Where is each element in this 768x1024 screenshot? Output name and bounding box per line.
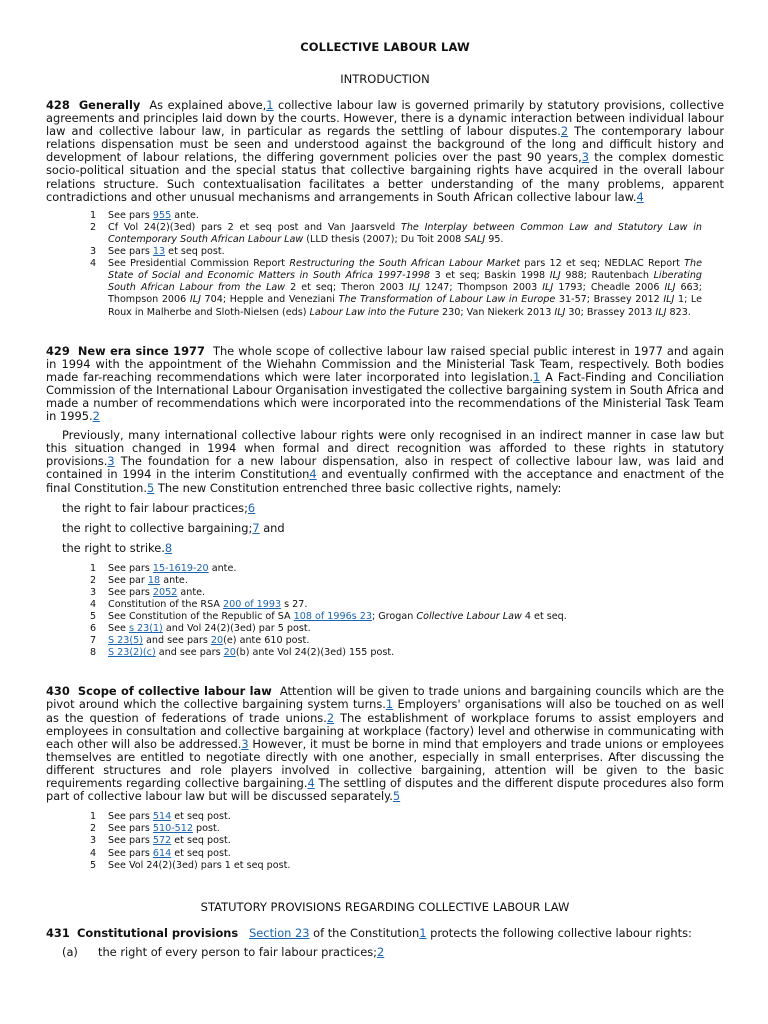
- footnotes-428: [90, 210, 702, 319]
- footnote-link[interactable]: S 23(5): [108, 635, 143, 647]
- para-heading: Scope of collective labour law: [77, 684, 272, 699]
- section-heading-statutory: STATUTORY PROVISIONS REGARDING COLLECTIVE LABOUR LAW: [200, 899, 570, 914]
- footnote-ref-3[interactable]: 3: [581, 150, 589, 165]
- footnote-link[interactable]: 955: [152, 209, 172, 221]
- footnote-item: 6 See s 23(1) and Vol 24(2)(3ed) par 5 post.: [90, 623, 311, 635]
- paragraph-431: 431 Constitutional provisions Section 23 of the Constitution1 protects the following collective labour rights:: [46, 925, 692, 940]
- footnote-item: 1 See pars 15-1619-20 ante.: [90, 562, 237, 574]
- footnote-link[interactable]: 20: [210, 635, 224, 647]
- footnote-item: 2 Cf Vol 24(2)(3ed) pars 2 et seq post and Van Jaarsveld The Interplay between Common Law and Statutory Law in Contemporary South African Labour Law (LLD thesis (2007); Du Toit 2008 SALJ 95.: [90, 221, 702, 245]
- paragraph-428: 428 Generally As explained above,1 collective labour law is governed primarily by statutory provisions, collective agreements and principles laid down by the courts. However, there is a dynamic interaction between individual labour law and collective labour law, in particular as regards the settling of labour disputes.2 The contemporary labour relations dispensation must be seen and understood against the background of the long and difficult history and development of labour relations, the differing government policies over the past 90 years,3 the complex domestic socio-political situation and the special status that collective bargaining rights have acquired in the overall labour relations structure. Such contextualisation facilitates a better understanding of the many problems, apparent contradictions and other unusual mechanisms and arrangements in South African collective labour law.4: [46, 98, 725, 204]
- footnote-item: 1 See pars 955 ante.: [90, 209, 199, 221]
- footnote-link[interactable]: 15-1619-20: [152, 562, 209, 574]
- paragraph-429: 429 New era since 1977 The whole scope of collective labour law raised special public interest in 1977 and again in 1994 with the appointment of the Wiehahn Commission and the Ministerial Task Team, respectively. Both bodies made far-reaching recommendations which were later incorporated into legislation.1 A Fact-Finding and Conciliation Commission of the International Labour Organisation investigated the collective bargaining system in South Africa and made a number of recommendations which were incorporated into the recommendations of the Ministerial Task Team in 1995.2: [46, 343, 724, 424]
- footnote-link[interactable]: 514: [152, 811, 172, 823]
- footnote-link[interactable]: S 23(2)(c): [108, 647, 156, 659]
- footnotes-430: [90, 811, 702, 871]
- footnote-link[interactable]: 572: [152, 835, 172, 847]
- section-heading-introduction: INTRODUCTION: [340, 72, 430, 86]
- document-page: [46, 0, 724, 959]
- para-number: 429: [46, 343, 70, 358]
- footnote-ref-1[interactable]: 1: [533, 369, 541, 384]
- footnote-item: 3 See pars 13 et seq post.: [90, 246, 225, 258]
- footnote-ref-3[interactable]: 3: [107, 454, 115, 469]
- footnote-ref-2[interactable]: 2: [560, 124, 569, 139]
- footnote-item: 2 See par 18 ante.: [90, 574, 188, 586]
- footnote-link[interactable]: 2052: [152, 586, 178, 598]
- footnote-link[interactable]: s 23(1): [128, 623, 163, 635]
- paragraph-429-cont: Previously, many international collective labour rights were only recognised in an indirect manner in case law but this situation changed in 1994 when formal and direct recognition was afforded to these rights in statutory provisions.3 The foundation for a new labour dispensation, also in respect of collective labour law, was laid and contained in 1994 in the interim Constitution4 and eventually confirmed with the acceptance and enactment of the final Constitution.5 The new Constitution entrenched three basic collective rights, namely:: [46, 428, 724, 495]
- footnote-item: 1 See pars 514 et seq post.: [90, 811, 231, 823]
- footnote-item: 3 See pars 2052 ante.: [90, 586, 206, 598]
- page-title: COLLECTIVE LABOUR LAW: [300, 40, 470, 54]
- list-item: (a) the right of every person to fair labour practices;2: [62, 944, 385, 959]
- footnote-item: 5 See Constitution of the Republic of SA 108 of 1996s 23; Grogan Collective Labour Law 4 et seq.: [90, 611, 567, 622]
- footnote-ref-1[interactable]: 1: [266, 98, 274, 112]
- footnote-ref-2[interactable]: 2: [376, 944, 385, 959]
- footnote-ref-6[interactable]: 6: [247, 500, 256, 515]
- para-heading: Generally: [78, 98, 141, 112]
- footnote-link[interactable]: 200 of 1993: [222, 598, 282, 610]
- footnote-link[interactable]: 510-512: [152, 823, 193, 835]
- footnote-item: 7 S 23(5) and see pars 20(e) ante 610 post.: [90, 635, 310, 647]
- para-number: 428: [46, 98, 70, 112]
- footnote-link[interactable]: 20: [223, 647, 236, 659]
- para-number: 430: [46, 684, 70, 699]
- footnote-ref-5[interactable]: 5: [147, 480, 155, 495]
- footnote-ref-4[interactable]: 4: [309, 467, 317, 482]
- footnote-item: 4 See pars 614 et seq post.: [90, 847, 231, 859]
- para-number: 431: [46, 925, 70, 940]
- footnote-link[interactable]: 614: [152, 847, 172, 859]
- footnote-link[interactable]: 13: [152, 246, 166, 258]
- footnote-ref-4[interactable]: 4: [307, 776, 315, 791]
- footnote-ref-3[interactable]: 3: [241, 736, 249, 751]
- footnote-ref-1[interactable]: 1: [419, 925, 427, 940]
- footnote-ref-7[interactable]: 7: [252, 520, 260, 535]
- para-heading: New era since 1977: [77, 343, 205, 358]
- footnote-item: 3 See pars 572 et seq post.: [90, 835, 231, 847]
- footnote-ref-2[interactable]: 2: [92, 409, 100, 424]
- paragraph-430: 430 Scope of collective labour law Attention will be given to trade unions and bargaining councils which are the pivot around which the collective bargaining system turns.1 Employers' organisations will also be touched on as well as the question of federations of trade unions.2 The establishment of workplace forums to assist employers and employees in consultation and collective bargaining at workplace (factory) level and otherwise in communicating with each other will also be addressed.3 However, it must be borne in mind that employers and trade unions or employees themselves are entitled to negotiate directly with one another, especially in small enterprises. After discussing the different structures and role players involved in collective bargaining, attention will be given to the basic requirements regarding collective bargaining.4 The settling of disputes and the different dispute procedures also form part of collective labour law but will be discussed separately.5: [46, 684, 725, 804]
- list-item: the right to fair labour practices;6: [62, 500, 256, 515]
- footnote-item: 8 S 23(2)(c) and see pars 20(b) ante Vol 24(2)(3ed) 155 post.: [90, 647, 395, 659]
- footnote-ref-4[interactable]: 4: [636, 189, 644, 204]
- section-23-link[interactable]: Section 23: [249, 925, 310, 940]
- footnote-item: 4 See Presidential Commission Report Restructuring the South African Labour Market pars 12 et seq; NEDLAC Report The State of Social and Economic Matters in South Africa 1997-1998 3 et seq; Baskin 1998 ILJ 988; Rautenbach Liberating South African Labour from the Law 2 et seq; Theron 2003 ILJ 1247; Thompson 2003 ILJ 1793; Cheadle 2006 ILJ 663; Thompson 2006 ILJ 704; Hepple and Veneziani The Transformation of Labour Law in Europe 31-57; Brassey 2012 ILJ 1; Le Roux in Malherbe and Sloth-Nielsen (eds) Labour Law into the Future 230; Van Niekerk 2013 ILJ 30; Brassey 2013 ILJ 823.: [90, 258, 703, 318]
- footnote-link[interactable]: 108 of 1996s 23: [293, 611, 372, 622]
- list-item: the right to strike.8: [62, 540, 173, 555]
- list-item: the right to collective bargaining;7 and: [62, 520, 285, 535]
- footnote-ref-2[interactable]: 2: [326, 710, 335, 725]
- footnote-item: 4 Constitution of the RSA 200 of 1993 s 27.: [90, 598, 308, 610]
- footnote-ref-5[interactable]: 5: [392, 789, 401, 804]
- footnote-ref-8[interactable]: 8: [164, 540, 173, 555]
- footnote-item: 5 See Vol 24(2)(3ed) pars 1 et seq post.: [90, 859, 291, 871]
- footnote-item: 2 See pars 510-512 post.: [90, 823, 220, 835]
- footnote-ref-1[interactable]: 1: [385, 697, 394, 712]
- footnotes-429: [90, 563, 702, 660]
- para-heading: Constitutional provisions: [77, 925, 239, 940]
- footnote-link[interactable]: 18: [147, 574, 161, 586]
